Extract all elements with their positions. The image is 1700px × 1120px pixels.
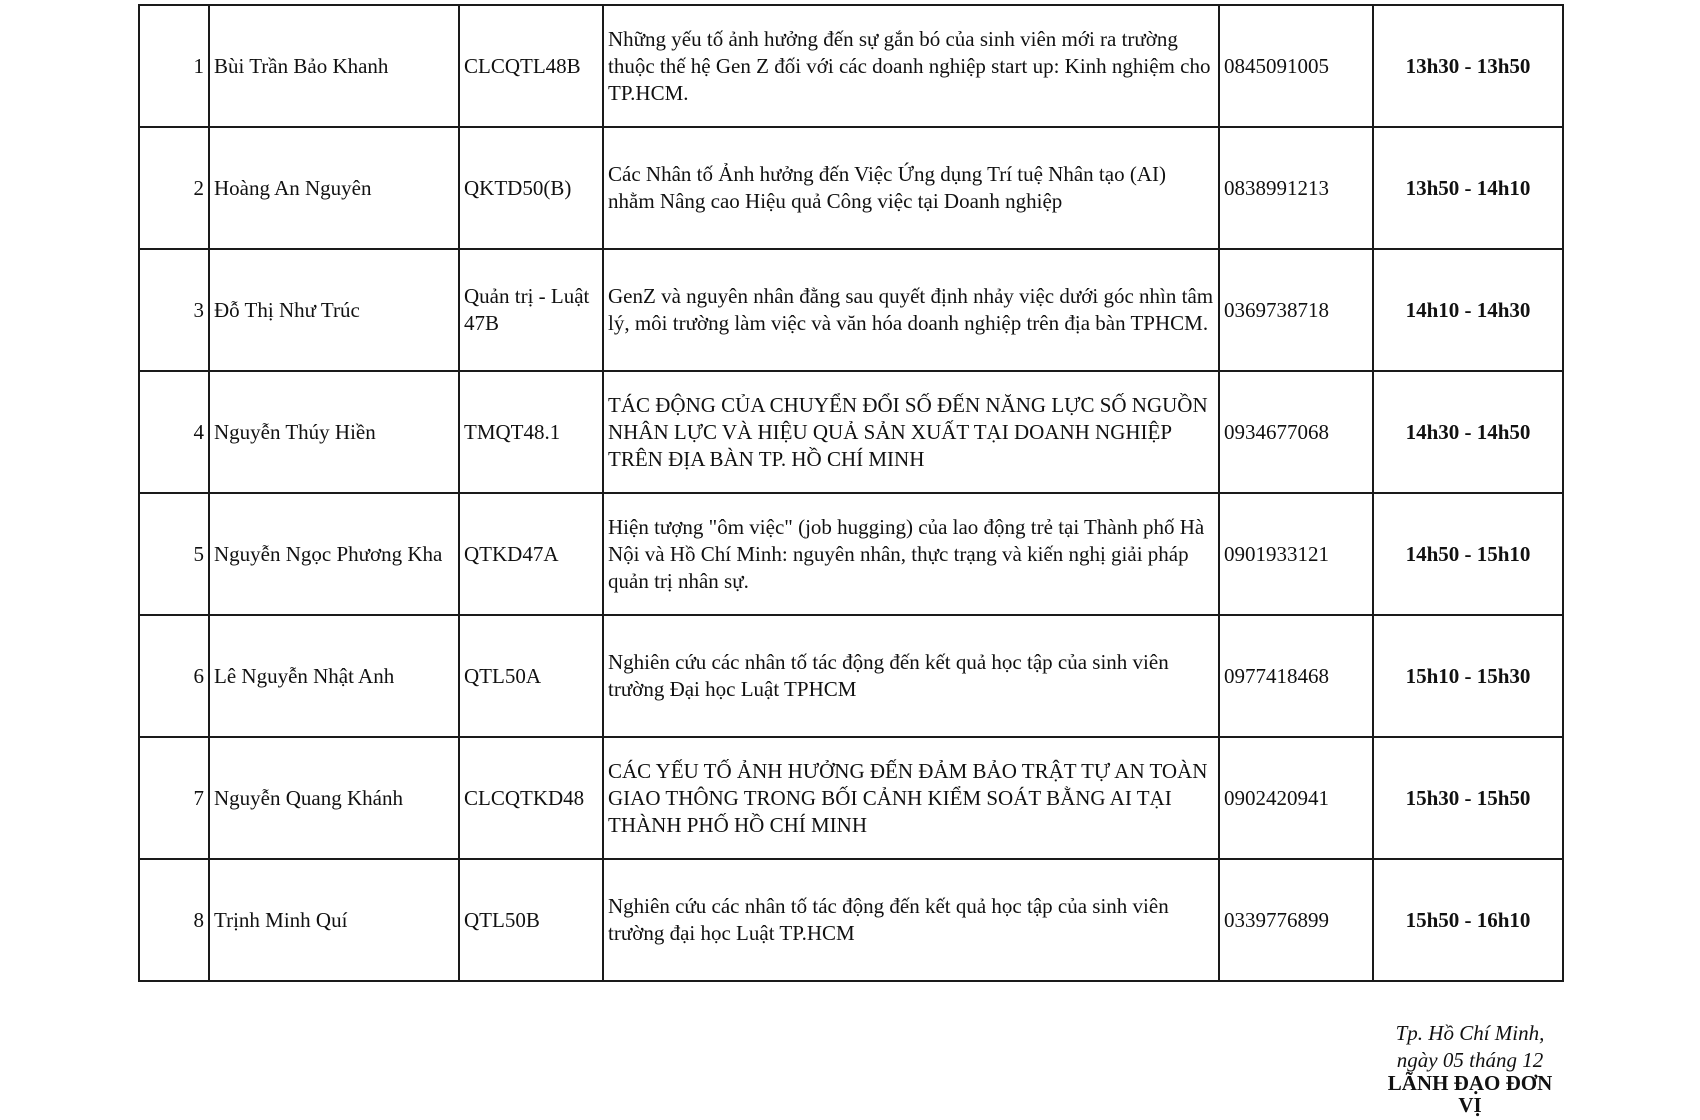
phone-number: 0934677068: [1219, 371, 1373, 493]
student-name: Nguyễn Quang Khánh: [209, 737, 459, 859]
phone-number: 0339776899: [1219, 859, 1373, 981]
student-name: Nguyễn Ngọc Phương Kha: [209, 493, 459, 615]
footer-place: Tp. Hồ Chí Minh,: [1395, 1021, 1545, 1045]
row-number: 7: [139, 737, 209, 859]
time-slot: 14h30 - 14h50: [1373, 371, 1563, 493]
row-number: 2: [139, 127, 209, 249]
table-row: [139, 493, 1563, 615]
phone-number: 0902420941: [1219, 737, 1373, 859]
student-name: Đỗ Thị Như Trúc: [209, 249, 459, 371]
table-row: [139, 127, 1563, 249]
student-name: Trịnh Minh Quí: [209, 859, 459, 981]
class-code: Quản trị - Luật 47B: [459, 249, 603, 371]
student-name: Hoàng An Nguyên: [209, 127, 459, 249]
research-topic: Nghiên cứu các nhân tố tác động đến kết quả học tập của sinh viên trường đại học Luật TP.HCM: [603, 859, 1219, 981]
research-topic: Các Nhân tố Ảnh hưởng đến Việc Ứng dụng Trí tuệ Nhân tạo (AI) nhằm Nâng cao Hiệu quả Công việc tại Doanh nghiệp: [603, 127, 1219, 249]
time-slot: 15h30 - 15h50: [1373, 737, 1563, 859]
research-topic: Những yếu tố ảnh hưởng đến sự gắn bó của sinh viên mới ra trường thuộc thế hệ Gen Z đối với các doanh nghiệp start up: Kinh nghiệm cho TP.HCM.: [603, 5, 1219, 127]
phone-number: 0369738718: [1219, 249, 1373, 371]
student-name: Lê Nguyễn Nhật Anh: [209, 615, 459, 737]
table-row: [139, 859, 1563, 981]
table-row: [139, 615, 1563, 737]
footer-date: ngày 05 tháng 12: [1396, 1048, 1544, 1072]
class-code: CLCQTKD48: [459, 737, 603, 859]
class-code: QTL50B: [459, 859, 603, 981]
time-slot: 13h30 - 13h50: [1373, 5, 1563, 127]
time-slot: 15h50 - 16h10: [1373, 859, 1563, 981]
table-row: [139, 5, 1563, 127]
row-number: 5: [139, 493, 209, 615]
row-number: 1: [139, 5, 209, 127]
schedule-sheet: [138, 4, 1562, 982]
class-code: QTL50A: [459, 615, 603, 737]
time-slot: 15h10 - 15h30: [1373, 615, 1563, 737]
table-row: [139, 371, 1563, 493]
row-number: 6: [139, 615, 209, 737]
phone-number: 0845091005: [1219, 5, 1373, 127]
student-name: Bùi Trần Bảo Khanh: [209, 5, 459, 127]
research-topic: Nghiên cứu các nhân tố tác động đến kết quả học tập của sinh viên trường Đại học Luật TPHCM: [603, 615, 1219, 737]
table-row: [139, 737, 1563, 859]
research-topic: GenZ và nguyên nhân đằng sau quyết định nhảy việc dưới góc nhìn tâm lý, môi trường làm việc và văn hóa doanh nghiệp trên địa bàn TPHCM.: [603, 249, 1219, 371]
time-slot: 14h50 - 15h10: [1373, 493, 1563, 615]
signature-block: [1360, 1020, 1580, 1118]
research-topic: Hiện tượng "ôm việc" (job hugging) của lao động trẻ tại Thành phố Hà Nội và Hồ Chí Minh: nguyên nhân, thực trạng và kiến nghị giải pháp quản trị nhân sự.: [603, 493, 1219, 615]
row-number: 8: [139, 859, 209, 981]
signature-title-line2: VỊ: [1458, 1093, 1482, 1117]
student-name: Nguyễn Thúy Hiền: [209, 371, 459, 493]
time-slot: 13h50 - 14h10: [1373, 127, 1563, 249]
phone-number: 0838991213: [1219, 127, 1373, 249]
class-code: QTKD47A: [459, 493, 603, 615]
row-number: 3: [139, 249, 209, 371]
time-slot: 14h10 - 14h30: [1373, 249, 1563, 371]
schedule-table-body: [139, 5, 1563, 981]
table-row: [139, 249, 1563, 371]
presentation-schedule-table: [138, 4, 1564, 982]
class-code: QKTD50(B): [459, 127, 603, 249]
class-code: CLCQTL48B: [459, 5, 603, 127]
signature-title-line1: LÃNH ĐẠO ĐƠN: [1387, 1071, 1553, 1095]
research-topic: TÁC ĐỘNG CỦA CHUYỂN ĐỔI SỐ ĐẾN NĂNG LỰC SỐ NGUỒN NHÂN LỰC VÀ HIỆU QUẢ SẢN XUẤT TẠI DOANH NGHIỆP TRÊN ĐỊA BÀN TP. HỒ CHÍ MINH: [603, 371, 1219, 493]
class-code: TMQT48.1: [459, 371, 603, 493]
research-topic: CÁC YẾU TỐ ẢNH HƯỞNG ĐẾN ĐẢM BẢO TRẬT TỰ AN TOÀN GIAO THÔNG TRONG BỐI CẢNH KIỂM SOÁT BẰNG AI TẠI THÀNH PHỐ HỒ CHÍ MINH: [603, 737, 1219, 859]
phone-number: 0901933121: [1219, 493, 1373, 615]
row-number: 4: [139, 371, 209, 493]
phone-number: 0977418468: [1219, 615, 1373, 737]
